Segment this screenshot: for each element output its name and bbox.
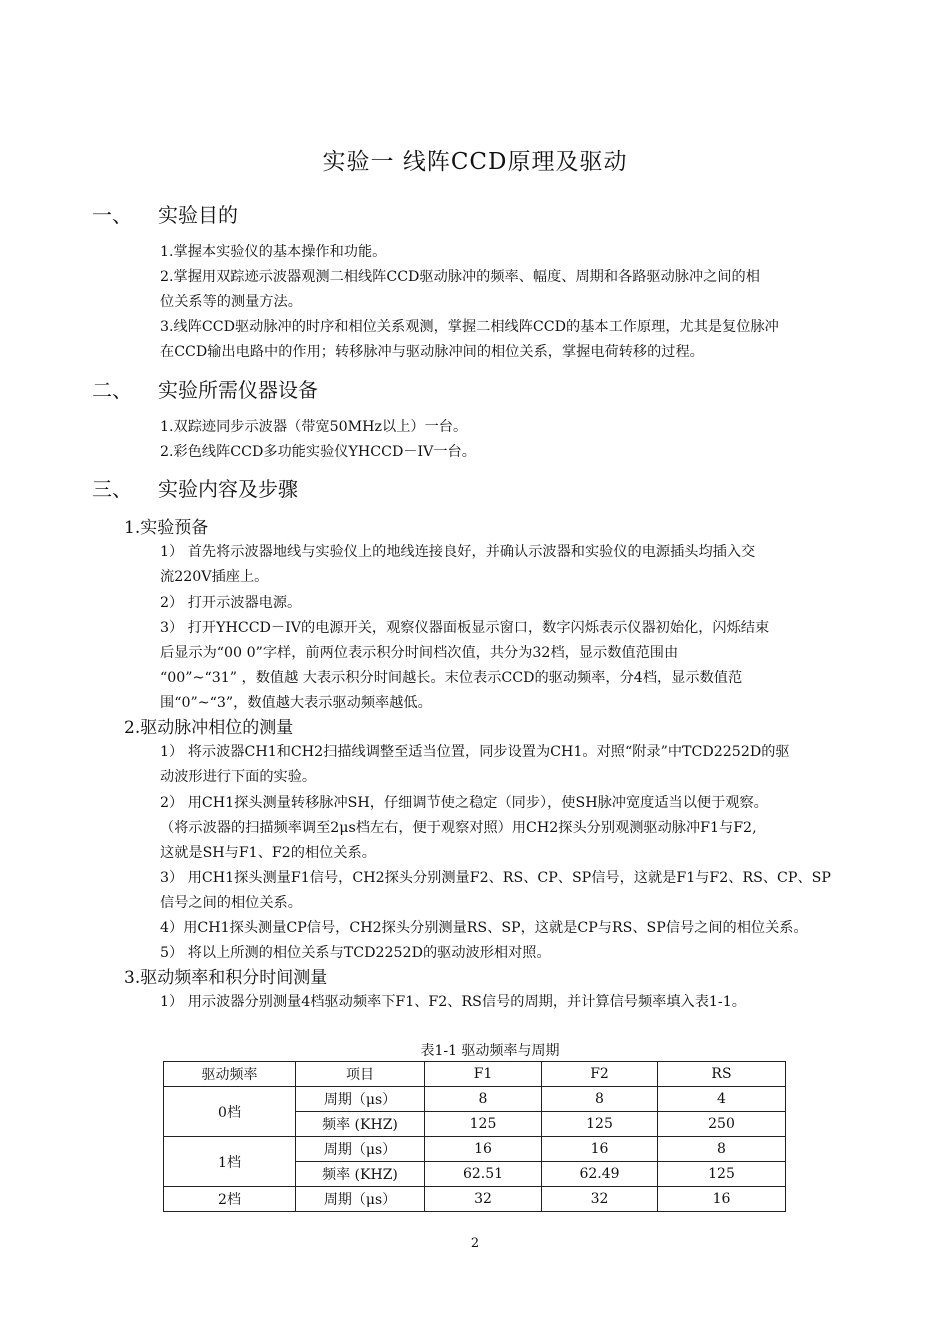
step-line: 1） 用示波器分别测量4档驱动频率下F1、F2、RS信号的周期，并计算信号频率填入表1-1。 [160, 994, 746, 1010]
step-line: 流220V插座上。 [160, 569, 269, 585]
table-cell: 62.51 [425, 1162, 542, 1187]
table-cell: 周期（μs） [296, 1087, 425, 1112]
purpose-line: 在CCD输出电路中的作用；转移脉冲与驱动脉冲间的相位关系，掌握电荷转移的过程。 [160, 344, 704, 360]
purpose-line: 2.掌握用双踪迹示波器观测二相线阵CCD驱动脉冲的频率、幅度、周期和各路驱动脉冲之间的相 [160, 269, 760, 285]
step-line: 2） 打开示波器电源。 [160, 595, 302, 611]
table-cell: 8 [425, 1087, 542, 1112]
table-cell: 8 [542, 1087, 658, 1112]
table-caption: 表1-1 驱动频率与周期 [420, 1043, 560, 1059]
step-line: 动波形进行下面的实验。 [160, 769, 317, 785]
section-3-number: 三、 [92, 477, 132, 501]
section-3-title: 实验内容及步骤 [158, 477, 298, 501]
step-line: 1） 首先将示波器地线与实验仪上的地线连接良好，并确认示波器和实验仪的电源插头均插入交 [160, 544, 756, 560]
subsection-1-title: 1.实验预备 [124, 518, 209, 538]
table-group-label: 0档 [164, 1087, 296, 1137]
table-cell: 周期（μs） [296, 1187, 425, 1212]
table-header-cell: 驱动频率 [164, 1062, 296, 1087]
step-line: 2） 用CH1探头测量转移脉冲SH，仔细调节使之稳定（同步），使SH脉冲宽度适当以便于观察。 [160, 795, 768, 811]
section-2-number: 二、 [92, 378, 132, 402]
table-cell: 125 [542, 1112, 658, 1137]
equipment-line: 2.彩色线阵CCD多功能实验仪YHCCD－IV一台。 [160, 444, 476, 460]
step-line: （将示波器的扫描频率调至2μs档左右，便于观察对照）用CH2探头分别观测驱动脉冲F1与F2, [160, 820, 757, 836]
step-line: 4）用CH1探头测量CP信号，CH2探头分别测量RS、SP，这就是CP与RS、SP信号之间的相位关系。 [160, 920, 808, 936]
frequency-period-table [163, 1061, 786, 1212]
table-header-cell: F2 [542, 1062, 658, 1087]
page-number: 2 [470, 1236, 480, 1251]
table-cell: 8 [658, 1137, 786, 1162]
subsection-2-title: 2.驱动脉冲相位的测量 [124, 718, 294, 738]
step-line: “00”~“31” ，数值越 大表示积分时间越长。末位表示CCD的驱动频率，分4档，显示数值范 [160, 670, 743, 686]
table-header-cell: RS [658, 1062, 786, 1087]
section-1-number: 一、 [92, 203, 132, 227]
purpose-line: 1.掌握本实验仪的基本操作和功能。 [160, 244, 387, 260]
table-cell: 250 [658, 1112, 786, 1137]
table-cell: 频率 (KHZ) [296, 1162, 425, 1187]
step-line: 这就是SH与F1、F2的相位关系。 [160, 845, 376, 861]
step-line: 后显示为“00 0”字样，前两位表示积分时间档次值，共分为32档，显示数值范围由 [160, 645, 679, 661]
step-line: 1） 将示波器CH1和CH2扫描线调整至适当位置，同步设置为CH1。对照“附录”中TCD2252D的驱 [160, 744, 790, 760]
step-line: 3） 用CH1探头测量F1信号，CH2探头分别测量F2、RS、CP、SP信号，这就是F1与F2、RS、CP、SP [160, 870, 831, 886]
step-line: 围“0”~“3”，数值越大表示驱动频率越低。 [160, 695, 432, 711]
table-row [164, 1187, 786, 1212]
table-cell: 4 [658, 1087, 786, 1112]
subsection-3-title: 3.驱动频率和积分时间测量 [124, 968, 328, 988]
table-group-label: 1档 [164, 1137, 296, 1187]
step-line: 3） 打开YHCCD－IV的电源开关，观察仪器面板显示窗口，数字闪烁表示仪器初始化，闪烁结束 [160, 620, 770, 636]
table-cell: 16 [425, 1137, 542, 1162]
table-row [164, 1087, 786, 1112]
table-row [164, 1137, 786, 1162]
step-line: 5） 将以上所测的相位关系与TCD2252D的驱动波形相对照。 [160, 945, 551, 961]
page-title: 实验一 线阵CCD原理及驱动 [322, 149, 628, 175]
table-cell: 周期（μs） [296, 1137, 425, 1162]
table-header-cell: 项目 [296, 1062, 425, 1087]
section-1-title: 实验目的 [158, 203, 238, 227]
table-cell: 125 [658, 1162, 786, 1187]
table-header-cell: F1 [425, 1062, 542, 1087]
table-group-label: 2档 [164, 1187, 296, 1212]
table-cell: 125 [425, 1112, 542, 1137]
table-cell: 16 [658, 1187, 786, 1212]
table-cell: 16 [542, 1137, 658, 1162]
step-line: 信号之间的相位关系。 [160, 895, 302, 911]
table-cell: 频率 (KHZ) [296, 1112, 425, 1137]
purpose-line: 3.线阵CCD驱动脉冲的时序和相位关系观测，掌握二相线阵CCD的基本工作原理，尤其是复位脉冲 [160, 319, 779, 335]
table-cell: 62.49 [542, 1162, 658, 1187]
purpose-line: 位关系等的测量方法。 [160, 294, 302, 310]
table-cell: 32 [425, 1187, 542, 1212]
equipment-line: 1.双踪迹同步示波器（带宽50MHz以上）一台。 [160, 419, 468, 435]
table-header-row [164, 1062, 786, 1087]
section-2-title: 实验所需仪器设备 [158, 378, 318, 402]
table-cell: 32 [542, 1187, 658, 1212]
